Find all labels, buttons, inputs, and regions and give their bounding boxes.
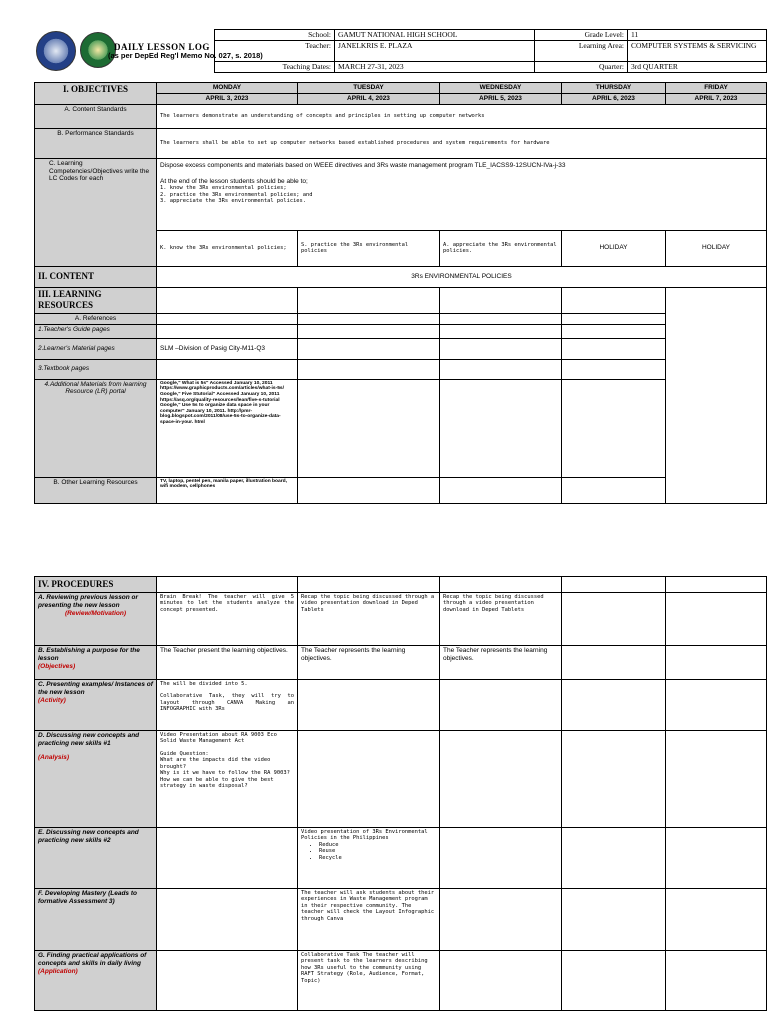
date-wednesday: APRIL 5, 2023 — [440, 94, 562, 105]
procedure-d-line: Video Presentation about RA 9003 Eco Solid Waste Management Act — [160, 732, 277, 745]
procedure-b-text: B. Establishing a purpose for the lesson — [38, 647, 140, 662]
competency-intro: At the end of the lesson students should be able to; — [160, 177, 308, 185]
teacher-value: JANELKRIS E. PLAZA — [335, 41, 535, 62]
procedure-d-line: What are the impacts did the video brought? — [160, 757, 271, 770]
competencies-value — [157, 158, 767, 230]
procedure-c-line: Collaborative Task, they will try to layout through CANVA Making an INFOGRAPHIC with 3Rs — [160, 693, 294, 713]
objective-tuesday: S. practice the 3Rs environmental policies — [298, 230, 440, 266]
references-label: A. References — [35, 313, 157, 324]
performance-standards-value: The learners shall be able to set up computer networks based established procedures and system requirements for hardware — [157, 128, 767, 158]
other-resources-value: TV, laptop, pentel pen, manila paper, illustration board, wifi modem, cellphones — [157, 477, 298, 503]
other-resources-label: B. Other Learning Resources — [35, 477, 157, 503]
procedure-d-monday — [157, 731, 298, 828]
procedure-f-text: F. Developing Mastery (Leads to formative Assessment 3) — [38, 890, 137, 905]
procedure-d-label — [35, 731, 157, 828]
objective-friday: HOLIDAY — [666, 230, 767, 266]
procedure-e-label — [35, 828, 157, 889]
procedure-a-label — [35, 593, 157, 646]
objective-monday: K. know the 3Rs environmental policies; — [157, 230, 298, 266]
textbook-label: 3.Textbook pages — [35, 359, 157, 379]
procedure-a-tag: (Review/Motivation) — [64, 609, 127, 617]
procedure-b-tuesday: The Teacher represents the learning objectives. — [298, 646, 440, 680]
lr-portal-label: 4.Additional Materials from learning Resource (LR) portal — [35, 379, 157, 477]
dates-value: MARCH 27-31, 2023 — [335, 62, 535, 73]
procedure-a-tuesday: Recap the topic being discussed through a video presentation download in Deped Tablets — [298, 593, 440, 646]
area-value: COMPUTER SYSTEMS & SERVICING — [628, 41, 767, 62]
procedure-a-wednesday: Recap the topic being discussed through a video presentation download in Deped Tablets — [440, 593, 562, 646]
list-item: • Recycle — [319, 855, 436, 861]
teachers-guide-label: 1.Teacher's Guide pages — [35, 324, 157, 338]
grade-value: 11 — [628, 30, 767, 41]
area-label: Learning Area: — [535, 41, 628, 62]
competency-item: 3. appreciate the 3Rs environmental policies. — [160, 198, 307, 205]
content-standards-label: A. Content Standards — [35, 104, 157, 128]
date-monday: APRIL 3, 2023 — [157, 94, 298, 105]
procedure-d-tag: (Analysis) — [38, 753, 70, 761]
learners-material-label: 2.Learner's Material pages — [35, 338, 157, 359]
list-item: • Reduce — [319, 842, 436, 848]
procedure-b-wednesday: The Teacher represents the learning objectives. — [440, 646, 562, 680]
resources-heading: III. LEARNING RESOURCES — [35, 287, 157, 313]
list-item: • Reuse — [319, 848, 436, 854]
rrr-list — [319, 842, 436, 861]
memo-reference: (as per DepEd Reg'l Memo No. 027, s. 2018) — [108, 51, 263, 60]
date-thursday: APRIL 6, 2023 — [562, 94, 666, 105]
procedures-table — [34, 576, 767, 1011]
procedure-d-text: D. Discussing new concepts and practicing new skills #1 — [38, 732, 140, 747]
quarter-value: 3rd QUARTER — [628, 62, 767, 73]
day-thursday: THURSDAY — [562, 83, 666, 94]
procedure-b-monday: The Teacher present the learning objectives. — [157, 646, 298, 680]
competency-main: Dispose excess components and materials based on WEEE directives and 3Rs waste management program TLE_IACSS9-12SUCN-IVa-j-33 — [160, 161, 566, 169]
procedure-g-tag: (Application) — [38, 967, 78, 975]
procedure-d-line: Why is it we have to follow the RA 9003? — [160, 770, 290, 777]
procedure-g-label — [35, 951, 157, 1011]
procedure-a-text: A. Reviewing previous lesson or presenting the new lesson — [38, 594, 139, 609]
dates-label: Teaching Dates: — [215, 62, 335, 73]
meta-table — [214, 29, 767, 73]
teacher-label: Teacher: — [215, 41, 335, 62]
lr-portal-value: Google," What is 5s" Accessed January 10, 2011 https://www.graphicproducts.com/articles/what-is-5s/ Google," Five Stutorial" Accessed January 10, 2011 https://asq.org/quality-resources/lean/five-s-tutorial Google," Use 5s to organize data space in your computer" January 10, 2011. http://pmr-blog.blogspot.com/2011/08/use-5s-to-organize-data-space-in-your. html — [157, 379, 298, 477]
objectives-table — [34, 82, 767, 504]
procedure-a-monday: Brain Break! The teacher will give 5 minutes to let the students analyze the concept presented. — [157, 593, 298, 646]
procedure-b-tag: (Objectives) — [38, 662, 76, 670]
content-value: 3Rs ENVIRONMENTAL POLICIES — [157, 266, 767, 287]
competency-item: 2. practice the 3Rs environmental policies; and — [160, 191, 313, 198]
procedure-e-text: E. Discussing new concepts and practicing new skills #2 — [38, 829, 139, 844]
objective-wednesday: A. appreciate the 3Rs environmental policies. — [440, 230, 562, 266]
procedure-f-tuesday: The teacher will ask students about their experiences in Waste Management program in their respective community. The teacher will check the Layout Infographic through Canva — [298, 889, 440, 951]
procedure-c-monday — [157, 680, 298, 731]
procedure-g-tuesday: Collaborative Task The teacher will present task to the learners describing how 3Rs useful to the community using RAFT Strategy (Role, Audience, Format, Topic) — [298, 951, 440, 1011]
procedure-b-label — [35, 646, 157, 680]
day-monday: MONDAY — [157, 83, 298, 94]
content-heading: II. CONTENT — [35, 266, 157, 287]
dll-title: DAILY LESSON LOG — [114, 42, 210, 52]
procedure-c-label — [35, 680, 157, 731]
competency-item: 1. know the 3Rs environmental policies; — [160, 185, 287, 192]
school-label: School: — [215, 30, 335, 41]
quarter-label: Quarter: — [535, 62, 628, 73]
procedures-heading: IV. PROCEDURES — [35, 577, 157, 593]
day-tuesday: TUESDAY — [298, 83, 440, 94]
competencies-label: C. Learning Competencies/Objectives write the LC Codes for each — [35, 158, 157, 266]
learners-material-value: SLM –Division of Pasig City-M11-Q3 — [157, 338, 298, 359]
procedure-g-text: G. Finding practical applications of concepts and skills in daily living — [38, 952, 147, 967]
deped-seal-icon — [36, 31, 76, 71]
school-value: GAMUT NATIONAL HIGH SCHOOL — [335, 30, 535, 41]
objective-thursday: HOLIDAY — [562, 230, 666, 266]
date-tuesday: APRIL 4, 2023 — [298, 94, 440, 105]
procedure-c-line: The will be divided into 5. — [160, 681, 248, 687]
procedure-f-label — [35, 889, 157, 951]
content-standards-value: The learners demonstrate an understanding of concepts and principles in setting up computer networks — [157, 104, 767, 128]
school-logo-icon — [80, 32, 116, 68]
procedure-e-line: Video presentation of 3Rs Environmental Policies in the Philippines — [301, 829, 428, 842]
procedure-c-text: C. Presenting examples/ Instances of the new lesson — [38, 681, 153, 696]
procedure-c-tag: (Activity) — [38, 696, 66, 704]
objectives-heading: I. OBJECTIVES — [35, 83, 157, 105]
day-wednesday: WEDNESDAY — [440, 83, 562, 94]
date-friday: APRIL 7, 2023 — [666, 94, 767, 105]
day-friday: FRIDAY — [666, 83, 767, 94]
grade-label: Grade Level: — [535, 30, 628, 41]
procedure-d-line: Guide Question: — [160, 750, 209, 757]
procedure-d-line: How we can be able to give the best strategy in waste disposal? — [160, 776, 274, 790]
procedure-e-tuesday — [298, 828, 440, 889]
performance-standards-label: B. Performance Standards — [35, 128, 157, 158]
